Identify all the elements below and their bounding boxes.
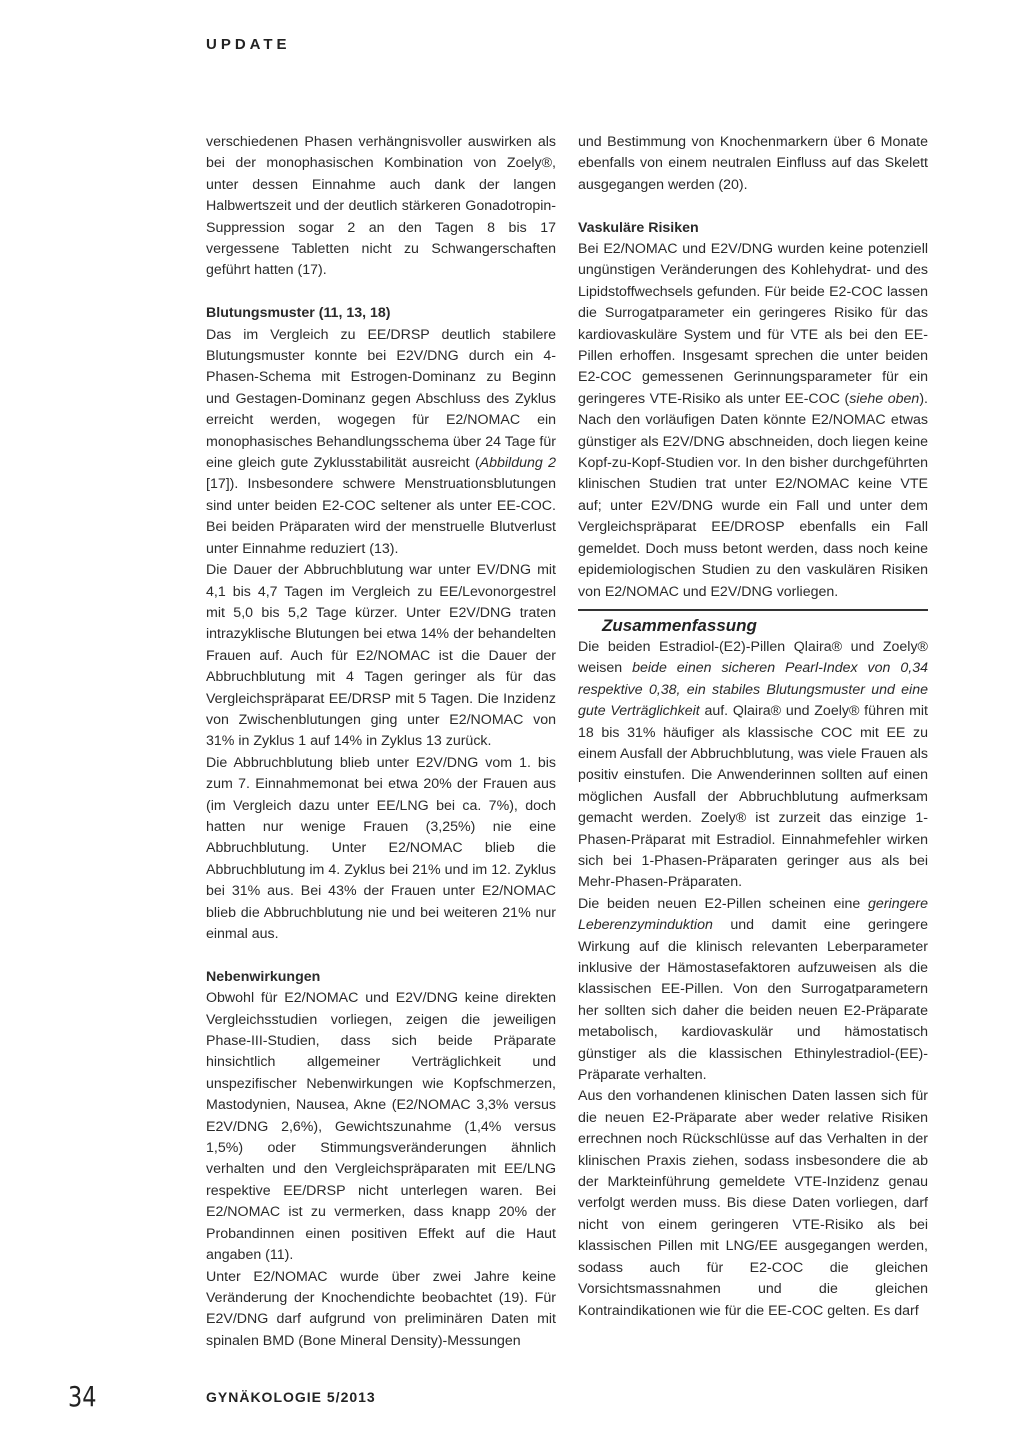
summary-heading: Zusammenfassung [602, 615, 757, 635]
side-effects-paragraph-2: Unter E2/NOMAC wurde über zwei Jahre keine Veränderung der Knochendichte beobachtet (19). Für E2V/DNG darf aufgrund von preliminären Daten mit spinalen BMD (Bone Mineral Density)-Messungen [206, 1268, 556, 1349]
figure-reference: Abbildung 2 [479, 455, 556, 472]
side-effects-heading: Nebenwirkungen [206, 968, 321, 985]
right-intro-paragraph: und Bestimmung von Knochenmarkern über 6 Monate ebenfalls von einem neutralen Einfluss auf das Skelett ausgegangen werden (20). [578, 134, 928, 193]
see-above-reference: siehe oben [849, 390, 920, 407]
left-column [206, 132, 556, 1352]
bleeding-paragraph-2: Die Dauer der Abbruchblutung war unter EV/DNG mit 4,1 bis 4,7 Tagen im Vergleich zu EE/Levonorgestrel mit 5,0 bis 5,2 Tage kürzer. Unter E2V/DNG traten intrazyklische Blutungen bei etwa 14% der behandelten Frauen auf. Auch für E2/NOMAC ist die Dauer der Abbruchblutung mit 4 Tagen geringer als für das Vergleichspräparat EE/DRSP mit 5 Tagen. Die Inzidenz von Zwischenblutungen ging unter E2/NOMAC von 31% in Zyklus 1 auf 14% in Zyklus 13 zurück. [206, 562, 556, 750]
vascular-risks-heading: Vaskuläre Risiken [578, 219, 699, 236]
summary-paragraph-2: Die beiden neuen E2-Pillen scheinen eine geringere Leberenzyminduktion und damit eine geringere Wirkung auf die klinisch relevanten Leberparameter inklusive der Hämostasefaktoren aufzuweisen als die klassischen EE-Pillen. Von den Surrogatparametern her sollten sich daher die beiden neuen E2-Präparate metabolisch, kardiovaskulär und hämostatisch günstiger als die klassischen Ethinylestradiol-(EE)-Präparate verhalten. [578, 895, 928, 1084]
bleeding-paragraph-3: Die Abbruchblutung blieb unter E2V/DNG vom 1. bis zum 7. Einnahmemonat bei etwa 20% der Frauen aus (im Vergleich dazu unter EE/LNG bei ca. 7%), doch hatten nur wenige Frauen (3,25%) nie eine Abbruchblutung. Unter E2/NOMAC blieb die Abbruchblutung im 4. Zyklus bei 21% und im 12. Zyklus bei 31% aus. Bei 43% der Frauen unter E2/NOMAC blieb die Abbruchblutung nie und bei weiteren 21% nur einmal aus. [206, 754, 556, 943]
side-effects-paragraph-1: Obwohl für E2/NOMAC und E2V/DNG keine direkten Vergleichsstudien vorliegen, zeigen die jeweiligen Phase-III-Studien, dass sich beide Präparate hinsichtlich allgemeiner Verträglichkeit und unspezifischer Nebenwirkungen wie Kopfschmerzen, Mastodynien, Nausea, Akne (E2/NOMAC 3,3% versus E2V/DNG 2,6%), Gewichtszunahme (1,4% versus 1,5%) oder Stimmungsveränderungen ähnlich verhalten und den Vergleichspräparaten mit EE/LNG respektive EE/DRSP nicht unterlegen waren. Bei E2/NOMAC ist zu vermerken, dass knapp 20% der Probandinnen einen positiven Effekt auf die Haut angaben (11). [206, 990, 556, 1264]
left-intro-paragraph: verschiedenen Phasen verhängnisvoller auswirken als bei der monophasischen Kombination von Zoely®, unter dessen Einnahme auch dank der langen Halbwertszeit und der deutlich stärkeren Gonadotropin-Suppression sogar 2 an den Tagen 8 bis 17 vergessene Tabletten nicht zu Schwangerschaften geführt hatten (17). [206, 134, 556, 279]
bleeding-pattern-heading: Blutungsmuster (11, 13, 18) [206, 305, 391, 322]
vascular-paragraph: Bei E2/NOMAC und E2V/DNG wurden keine potenziell ungünstigen Veränderungen des Kohlehydrat- und des Lipidstoffwechsels gefunden. Für beide E2-COC lassen die Surrogatparameter ein geringeres Risiko für das kardiovaskuläre System und für VTE als bei den EE-Pillen erhoffen. Insgesamt sprechen die unter beiden E2-COC gemessenen Gerinnungsparameter für ein geringeres VTE-Risiko als unter EE-COC (siehe oben). Nach den vorläufigen Daten könnte E2/NOMAC etwas günstiger als E2V/DNG abschneiden, doch liegen keine Kopf-zu-Kopf-Studien vor. In den bisher durchgeführten klinischen Studien trat unter E2/NOMAC keine VTE auf; unter E2V/DNG wurde ein Fall und unter dem Vergleichspräparat EE/DROSP ebenfalls ein Fall gemeldet. Doch muss betont werden, dass noch keine epidemiologischen Studien zu den vaskulären Risiken von E2/NOMAC und E2V/DNG vorliegen. [578, 241, 928, 600]
summary-paragraph-3: Aus den vorhandenen klinischen Daten lassen sich für die neuen E2-Präparate aber weder relative Risiken errechnen noch Rückschlüsse auf das Verhalten in der klinischen Praxis ziehen, sodass insbesondere die ab der Markteinführung gemeldete VTE-Inzidenz genau verfolgt werden muss. Bis diese Daten vorliegen, darf nicht von einem geringeren VTE-Risiko als bei klassischen Pillen mit LNG/EE ausgegangen werden, sodass auch für E2-COC die gleichen Vorsichtsmassnahmen und die gleichen Kontraindikationen wie für die EE-COC gelten. Es darf [578, 1088, 928, 1319]
liver-enzyme-emphasis: geringere Leberenzyminduktion [578, 895, 928, 934]
page-number: 34 [68, 1380, 97, 1413]
summary-emphasis: beide einen sicheren Pearl-Index von 0,34 respektive 0,38, ein stabiles Blutungsmuster und eine gute Verträglichkeit [578, 660, 928, 720]
journal-title: GYNÄKOLOGIE 5/2013 [206, 1389, 376, 1405]
bleeding-paragraph-1: Das im Vergleich zu EE/DRSP deutlich stabilere Blutungsmuster konnte bei E2V/DNG durch ein 4-Phasen-Schema mit Estrogen-Dominanz zu Beginn und Gestagen-Dominanz gegen Abschluss des Zyklus erreicht werden, wogegen für E2/NOMAC ein monophasisches Behandlungsschema über 24 Tage für eine gleich gute Zyklusstabilität ausreicht (Abbildung 2 [17]). Insbesondere schwere Menstruationsblutungen sind unter beiden E2-COC seltener als unter EE-COC. Bei beiden Präparaten wird der menstruelle Blutverlust unter Einnahme reduziert (13). [206, 326, 556, 557]
right-column [578, 132, 928, 1322]
section-label: UPDATE [206, 36, 291, 53]
summary-paragraph-1: Die beiden Estradiol-(E2)-Pillen Qlaira® und Zoely® weisen beide einen sicheren Pearl-Index von 0,34 respektive 0,38, ein stabiles Blutungsmuster und eine gute Verträglichkeit auf. Qlaira® und Zoely® führen mit 18 bis 31% häufiger als klassische COC mit EE zu einem Ausfall der Abbruchblutung, was viele Frauen als positiv einstufen. Die Anwenderinnen sollten auf einen möglichen Ausfall der Abbruchblutung aufmerksam gemacht werden. Zoely® ist zurzeit das einzige 1-Phasen-Präparat mit Estradiol. Einnahmefehler wirken sich bei 1-Phasen-Präparaten geringer aus als bei Mehr-Phasen-Präparaten. [578, 638, 929, 891]
summary-divider [578, 609, 928, 611]
